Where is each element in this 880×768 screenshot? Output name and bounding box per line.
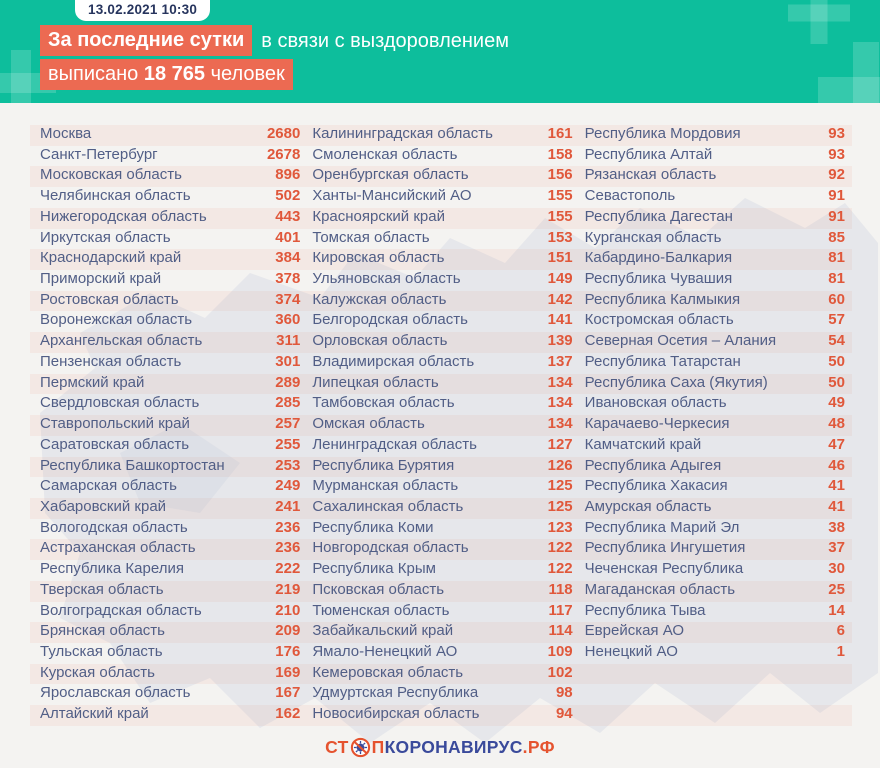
region-value: 257 (275, 415, 301, 433)
region-value: 141 (547, 311, 573, 329)
region-row (40, 187, 300, 208)
region-name: Тамбовская область (312, 394, 455, 412)
region-row (312, 415, 572, 436)
region-name: Волгоградская область (40, 601, 202, 619)
region-row (585, 270, 845, 291)
region-value: 209 (275, 622, 301, 640)
region-row (312, 394, 572, 415)
region-value: 92 (828, 166, 845, 184)
region-value: 49 (828, 394, 845, 412)
region-name: Новосибирская область (312, 705, 480, 723)
region-row (312, 166, 572, 187)
region-row (40, 332, 300, 353)
region-name: Северная Осетия – Алания (584, 332, 777, 350)
region-name: Ярославская область (40, 684, 191, 702)
region-name: Хабаровский край (40, 497, 167, 515)
region-value: 118 (548, 580, 573, 598)
region-row (312, 229, 572, 250)
region-row (40, 477, 300, 498)
region-name: Омская область (312, 415, 425, 433)
region-name: Архангельская область (40, 332, 203, 350)
headline-line2 (40, 59, 293, 90)
region-name: Ивановская область (584, 394, 727, 412)
region-row (585, 394, 845, 415)
region-name: Владимирская область (312, 352, 475, 370)
region-row (312, 643, 572, 664)
region-row (312, 664, 572, 685)
region-value: 91 (828, 207, 845, 225)
region-name: Сахалинская область (312, 497, 464, 515)
region-name: Еврейская АО (584, 622, 685, 640)
region-row (40, 270, 300, 291)
region-value: 127 (547, 435, 573, 453)
region-value: 285 (275, 394, 301, 412)
region-value: 81 (828, 249, 845, 267)
logo-text-rf: .РФ (522, 736, 555, 757)
region-value: 210 (275, 601, 301, 619)
region-value: 91 (828, 187, 845, 205)
region-row (585, 436, 845, 457)
region-row (40, 622, 300, 643)
region-row (312, 208, 572, 229)
region-value: 142 (547, 290, 573, 308)
region-value: 236 (275, 539, 301, 557)
region-value: 155 (547, 207, 573, 225)
region-row (40, 539, 300, 560)
region-name: Республика Алтай (584, 145, 713, 163)
region-name: Республика Калмыкия (584, 290, 741, 308)
region-value: 156 (547, 166, 573, 184)
headline-rest: в связи с выздоровлением (261, 29, 509, 52)
region-name: Астраханская область (40, 539, 196, 557)
region-value: 123 (547, 518, 573, 536)
region-name: Краснодарский край (40, 249, 182, 267)
region-name: Калининградская область (312, 125, 493, 142)
region-row (40, 311, 300, 332)
region-row (585, 643, 845, 664)
region-row (585, 498, 845, 519)
logo-text-p: П (371, 736, 385, 757)
region-name: Республика Хакасия (584, 477, 728, 495)
region-name: Красноярский край (312, 207, 445, 225)
region-row (40, 684, 300, 705)
region-name: Ненецкий АО (584, 642, 678, 660)
region-value: 25 (828, 580, 845, 598)
region-name: Москва (40, 125, 92, 142)
region-value: 93 (828, 125, 845, 142)
region-value: 50 (828, 373, 845, 391)
region-value: 109 (547, 642, 573, 660)
region-value: 94 (555, 705, 573, 723)
region-row (585, 519, 845, 540)
region-name: Кабардино-Балкария (584, 249, 733, 267)
region-row (40, 229, 300, 250)
region-name: Республика Тыва (584, 601, 706, 619)
region-value: 48 (828, 415, 845, 433)
no-virus-icon (350, 737, 371, 758)
region-value: 443 (275, 207, 301, 225)
region-value: 134 (547, 394, 573, 412)
region-value: 41 (828, 497, 845, 515)
region-value: 134 (547, 415, 573, 433)
region-row (585, 353, 845, 374)
region-name: Орловская область (312, 332, 448, 350)
region-row (312, 374, 572, 395)
region-name: Белгородская область (312, 311, 468, 329)
region-value: 502 (275, 187, 301, 205)
region-value: 60 (828, 290, 845, 308)
region-row (312, 684, 572, 705)
region-row (312, 291, 572, 312)
regions-column-2 (312, 125, 572, 726)
region-name: Пермский край (40, 373, 145, 391)
discharged-prefix: выписано (48, 63, 139, 85)
date-badge (75, 0, 210, 21)
region-row (312, 125, 572, 146)
plus-icon (788, 0, 850, 44)
region-value: 374 (275, 290, 301, 308)
region-row (585, 311, 845, 332)
region-name: Томская область (312, 228, 430, 246)
region-name: Карачаево-Черкесия (584, 415, 730, 433)
region-value: 14 (828, 601, 845, 619)
region-name: Курганская область (584, 228, 722, 246)
region-row (40, 208, 300, 229)
region-name: Калужская область (312, 290, 447, 308)
region-name: Псковская область (312, 580, 445, 598)
region-name: Республика Адыгея (584, 456, 722, 474)
region-name: Севастополь (584, 187, 676, 205)
region-value: 2678 (266, 145, 301, 163)
region-row (585, 146, 845, 167)
region-row (312, 602, 572, 623)
region-row (40, 436, 300, 457)
region-row (40, 581, 300, 602)
region-row (40, 249, 300, 270)
region-value: 122 (547, 539, 573, 557)
region-row (585, 560, 845, 581)
region-name: Иркутская область (40, 228, 171, 246)
region-name: Чеченская Республика (584, 560, 744, 578)
region-name: Республика Башкортостан (40, 456, 225, 474)
regions-column-1 (40, 125, 300, 726)
region-value: 47 (828, 435, 845, 453)
region-row (40, 415, 300, 436)
region-row (40, 498, 300, 519)
stopcoronavirus-logo (325, 737, 555, 758)
region-value: 114 (548, 622, 573, 640)
region-name: Приморский край (40, 270, 162, 288)
region-name: Ульяновская область (312, 270, 461, 288)
region-name: Самарская область (40, 477, 177, 495)
region-row (312, 332, 572, 353)
region-name: Республика Мордовия (584, 125, 741, 142)
region-name: Пензенская область (40, 352, 182, 370)
region-value: 151 (547, 249, 573, 267)
region-value: 41 (828, 477, 845, 495)
region-name: Ханты-Мансийский АО (312, 187, 472, 205)
region-name: Республика Саха (Якутия) (584, 373, 768, 391)
region-name: Республика Ингушетия (584, 539, 746, 557)
region-row (585, 622, 845, 643)
region-row (40, 705, 300, 726)
region-name: Республика Дагестан (584, 207, 733, 225)
region-value: 125 (547, 497, 573, 515)
region-name: Новгородская область (312, 539, 469, 557)
region-row (585, 374, 845, 395)
region-name: Вологодская область (40, 518, 188, 536)
region-name: Республика Карелия (40, 560, 184, 578)
region-value: 896 (275, 166, 301, 184)
region-value: 117 (548, 601, 573, 619)
region-row (312, 581, 572, 602)
region-row (40, 353, 300, 374)
region-value: 162 (275, 705, 301, 723)
region-name: Санкт-Петербург (40, 145, 158, 163)
region-row (312, 705, 572, 726)
region-row (312, 498, 572, 519)
regions-columns (0, 125, 880, 726)
region-row (312, 353, 572, 374)
region-name: Ростовская область (40, 290, 179, 308)
region-value: 255 (275, 435, 301, 453)
region-row (585, 229, 845, 250)
region-name: Камчатский край (584, 435, 702, 453)
region-name: Ямало-Ненецкий АО (312, 642, 458, 660)
region-row (40, 457, 300, 478)
plus-icon (818, 42, 880, 103)
region-value: 155 (547, 187, 573, 205)
date-badge-text: 13.02.2021 10:30 (88, 2, 198, 17)
region-row (585, 166, 845, 187)
region-value: 54 (828, 332, 845, 350)
region-row (585, 249, 845, 270)
region-value: 125 (547, 477, 573, 495)
region-value: 149 (547, 270, 573, 288)
region-value: 222 (275, 560, 301, 578)
region-value: 57 (828, 311, 845, 329)
region-name: Республика Коми (312, 518, 434, 536)
region-name: Костромская область (584, 311, 734, 329)
region-value: 139 (547, 332, 573, 350)
region-row (585, 125, 845, 146)
region-row (585, 539, 845, 560)
regions-list (0, 103, 880, 768)
region-value: 219 (275, 580, 301, 598)
region-value: 153 (547, 228, 573, 246)
region-row (312, 436, 572, 457)
region-value: 122 (547, 560, 573, 578)
region-value: 81 (828, 270, 845, 288)
region-row (40, 374, 300, 395)
region-value: 37 (828, 539, 845, 557)
headline-highlight: За последние сутки (40, 25, 252, 56)
region-name: Республика Татарстан (584, 352, 741, 370)
region-row (585, 332, 845, 353)
region-name: Оренбургская область (312, 166, 469, 184)
region-name: Липецкая область (312, 373, 439, 391)
region-name: Челябинская область (40, 187, 191, 205)
region-name: Республика Крым (312, 560, 436, 578)
region-row (312, 457, 572, 478)
region-name: Свердловская область (40, 394, 200, 412)
region-value: 2680 (266, 125, 301, 142)
discharged-count: 18 765 (143, 63, 206, 85)
region-name: Республика Бурятия (312, 456, 455, 474)
region-name: Смоленская область (312, 145, 458, 163)
region-row (40, 560, 300, 581)
region-row (312, 622, 572, 643)
region-name: Мурманская область (312, 477, 459, 495)
region-row (585, 415, 845, 436)
region-row (40, 146, 300, 167)
discharged-suffix: человек (210, 63, 285, 85)
region-row (40, 394, 300, 415)
region-row (585, 457, 845, 478)
region-row (312, 539, 572, 560)
region-name: Курская область (40, 663, 155, 681)
region-name: Забайкальский край (312, 622, 454, 640)
footer (0, 737, 880, 758)
region-name: Нижегородская область (40, 207, 207, 225)
region-name: Кировская область (312, 249, 445, 267)
region-row (312, 270, 572, 291)
region-value: 161 (547, 125, 573, 142)
region-name: Амурская область (584, 497, 712, 515)
region-value: 134 (547, 373, 573, 391)
region-value: 158 (547, 145, 573, 163)
region-name: Рязанская область (584, 166, 717, 184)
region-value: 93 (828, 145, 845, 163)
region-row (312, 560, 572, 581)
region-row (585, 602, 845, 623)
region-name: Воронежская область (40, 311, 193, 329)
region-value: 311 (276, 332, 301, 350)
region-row (40, 125, 300, 146)
region-row (312, 519, 572, 540)
region-row (585, 291, 845, 312)
region-row (40, 166, 300, 187)
region-row (585, 187, 845, 208)
region-value: 38 (828, 518, 845, 536)
region-row (585, 477, 845, 498)
region-value: 241 (275, 497, 301, 515)
region-value: 378 (275, 270, 301, 288)
region-name: Брянская область (40, 622, 165, 640)
region-value: 98 (555, 684, 573, 702)
region-value: 301 (275, 352, 301, 370)
region-value: 102 (547, 663, 573, 681)
discharged-statement (40, 59, 293, 90)
region-value: 50 (828, 352, 845, 370)
region-row (40, 643, 300, 664)
region-value: 85 (828, 228, 845, 246)
region-name: Саратовская область (40, 435, 190, 453)
headline (40, 25, 509, 90)
region-row (312, 249, 572, 270)
logo-text-main: КОРОНАВИРУС (384, 736, 523, 757)
region-value: 253 (275, 456, 301, 474)
region-row (585, 581, 845, 602)
region-value: 137 (547, 352, 573, 370)
region-row (312, 311, 572, 332)
region-value: 1 (836, 642, 845, 660)
region-name: Республика Чувашия (584, 270, 733, 288)
region-name: Тверская область (40, 580, 164, 598)
region-name: Тюменская область (312, 601, 450, 619)
region-name: Московская область (40, 166, 182, 184)
region-name: Тульская область (40, 642, 163, 660)
region-row (40, 664, 300, 685)
headline-line1 (40, 25, 509, 56)
region-row (585, 208, 845, 229)
region-name: Республика Марий Эл (584, 518, 740, 536)
region-value: 126 (547, 456, 573, 474)
regions-column-3 (585, 125, 845, 726)
region-row (40, 602, 300, 623)
region-name: Магаданская область (584, 580, 736, 598)
region-value: 6 (836, 622, 845, 640)
region-value: 249 (275, 477, 301, 495)
region-row (40, 291, 300, 312)
region-row (312, 477, 572, 498)
header-banner (0, 0, 880, 103)
region-value: 46 (828, 456, 845, 474)
region-value: 289 (275, 373, 301, 391)
region-value: 30 (828, 560, 845, 578)
region-name: Ставропольский край (40, 415, 190, 433)
region-value: 169 (275, 663, 301, 681)
region-name: Ленинградская область (312, 435, 477, 453)
region-row (312, 146, 572, 167)
region-value: 360 (275, 311, 301, 329)
region-value: 384 (275, 249, 301, 267)
region-value: 167 (275, 684, 301, 702)
region-row (40, 519, 300, 540)
region-name: Алтайский край (40, 705, 149, 723)
logo-text-st: СТ (325, 736, 349, 757)
region-value: 176 (275, 642, 301, 660)
region-value: 401 (275, 228, 301, 246)
region-row (312, 187, 572, 208)
region-value: 236 (275, 518, 301, 536)
region-name: Кемеровская область (312, 663, 464, 681)
region-name: Удмуртская Республика (312, 684, 479, 702)
